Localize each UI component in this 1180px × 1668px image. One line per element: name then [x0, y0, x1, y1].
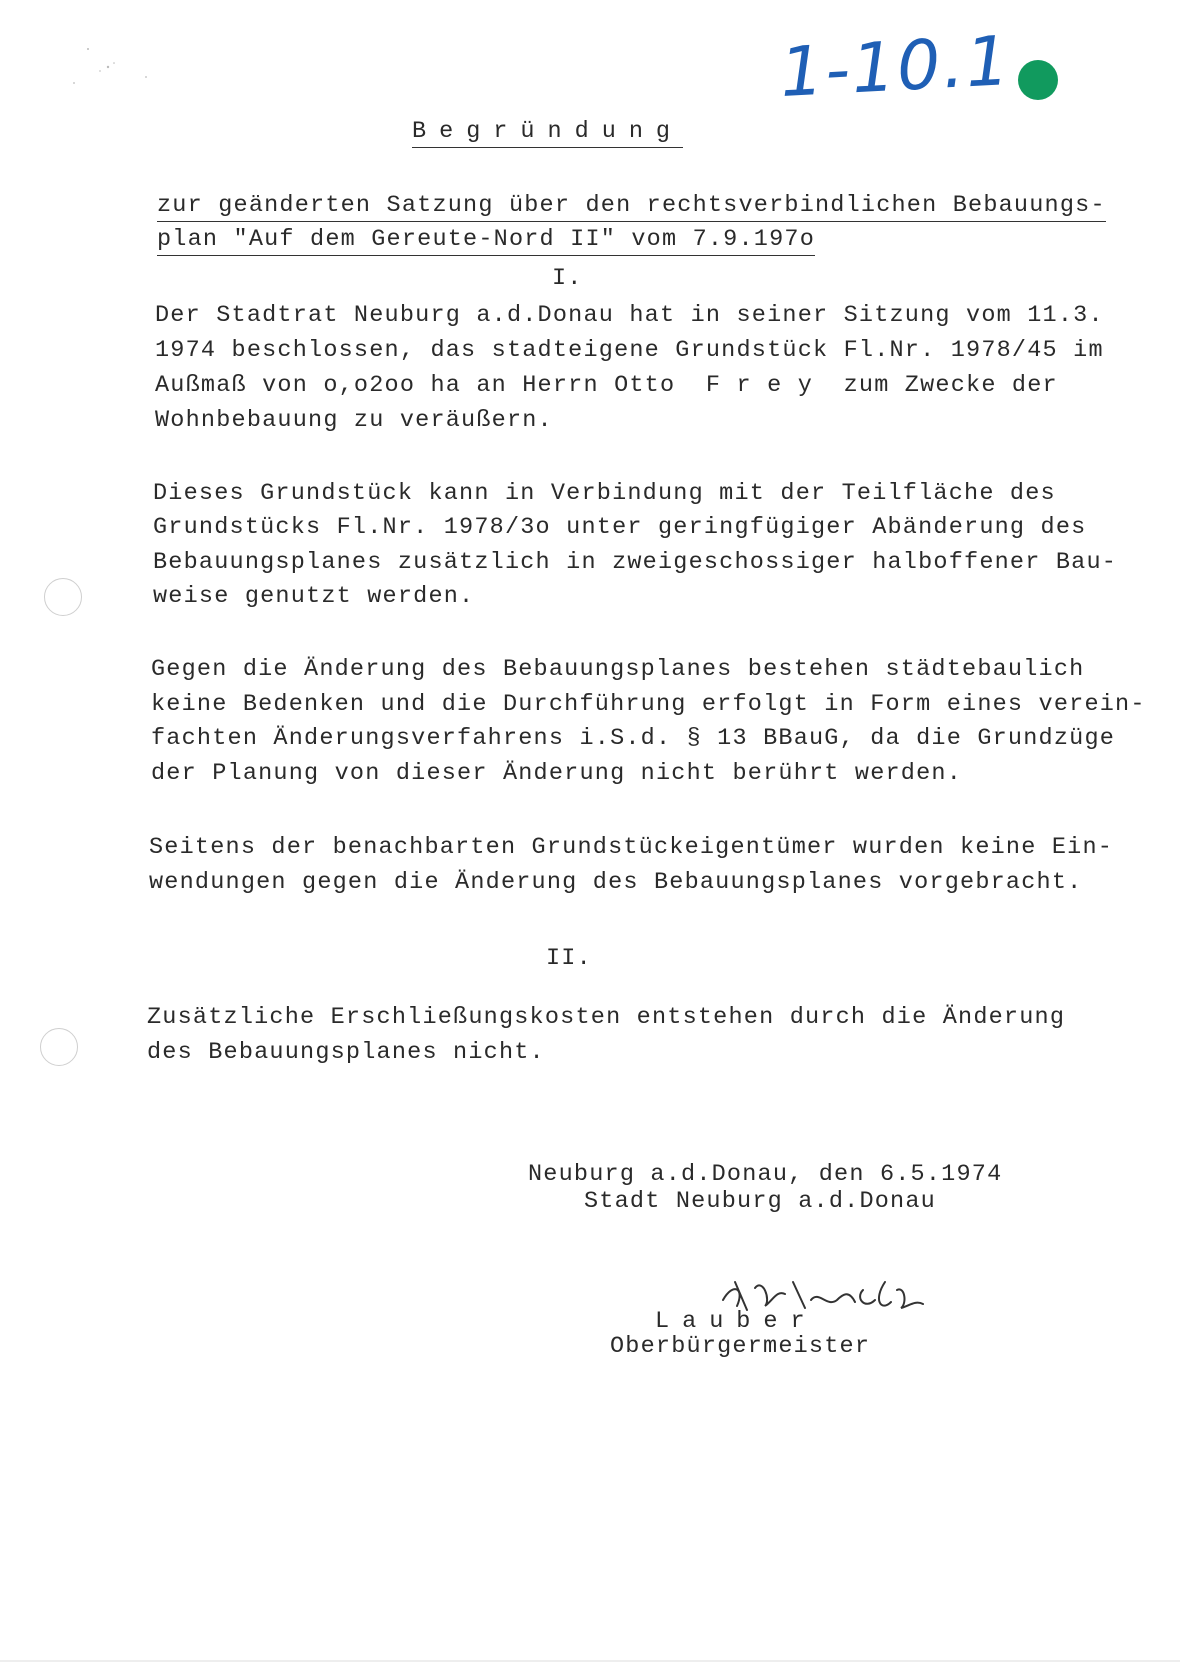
paragraph-2-line: Grundstücks Fl.Nr. 1978/3o unter geringfügiger Abänderung des: [153, 514, 1087, 541]
signatory-role: Oberbürgermeister: [610, 1333, 871, 1360]
subject-line-1: zur geänderten Satzung über den rechtsverbindlichen Bebauungs-: [157, 192, 1106, 222]
scan-edge: [0, 1660, 1180, 1662]
punch-hole: [44, 578, 82, 616]
scan-specks: [60, 45, 160, 105]
place-date: Neuburg a.d.Donau, den 6.5.1974: [528, 1161, 1003, 1188]
paragraph-3-line: der Planung von dieser Änderung nicht berührt werden.: [151, 760, 963, 787]
paragraph-3-line: Gegen die Änderung des Bebauungsplanes bestehen städtebaulich: [151, 656, 1085, 683]
paragraph-1-line: Außmaß von o,o2oo ha an Herrn Otto F r e y zum Zwecke der: [155, 372, 1058, 399]
subject-line-2: plan "Auf dem Gereute-Nord II" vom 7.9.197o: [157, 226, 815, 256]
paragraph-2-line: Dieses Grundstück kann in Verbindung mit der Teilfläche des: [153, 480, 1056, 507]
paragraph-1-line: 1974 beschlossen, das stadteigene Grundstück Fl.Nr. 1978/45 im: [155, 337, 1104, 364]
paragraph-4-line: wendungen gegen die Änderung des Bebauungsplanes vorgebracht.: [149, 869, 1083, 896]
paragraph-3-line: keine Bedenken und die Durchführung erfolgt in Form eines verein-: [151, 691, 1146, 718]
section-numeral-2: II.: [546, 945, 592, 972]
green-marker-dot: [1018, 60, 1058, 100]
paragraph-3-line: fachten Änderungsverfahrens i.S.d. § 13 BBauG, da die Grundzüge: [151, 725, 1116, 752]
signatory-name: Lauber: [655, 1308, 818, 1335]
paragraph-2-line: weise genutzt werden.: [153, 583, 475, 610]
document-title: Begründung: [412, 118, 683, 148]
authority: Stadt Neuburg a.d.Donau: [584, 1188, 936, 1215]
paragraph-2-line: Bebauungsplanes zusätzlich in zweigeschossiger halboffener Bau-: [153, 549, 1118, 576]
paragraph-1-line: Wohnbebauung zu veräußern.: [155, 407, 553, 434]
handwritten-file-number: 1-10.1: [778, 22, 1014, 113]
paragraph-1-line: Der Stadtrat Neuburg a.d.Donau hat in seiner Sitzung vom 11.3.: [155, 302, 1104, 329]
section-numeral-1: I.: [552, 265, 583, 292]
section-2-line: Zusätzliche Erschließungskosten entstehen durch die Änderung: [147, 1004, 1066, 1031]
section-2-line: des Bebauungsplanes nicht.: [147, 1039, 545, 1066]
punch-hole: [40, 1028, 78, 1066]
paragraph-4-line: Seitens der benachbarten Grundstückeigentümer wurden keine Ein-: [149, 834, 1114, 861]
